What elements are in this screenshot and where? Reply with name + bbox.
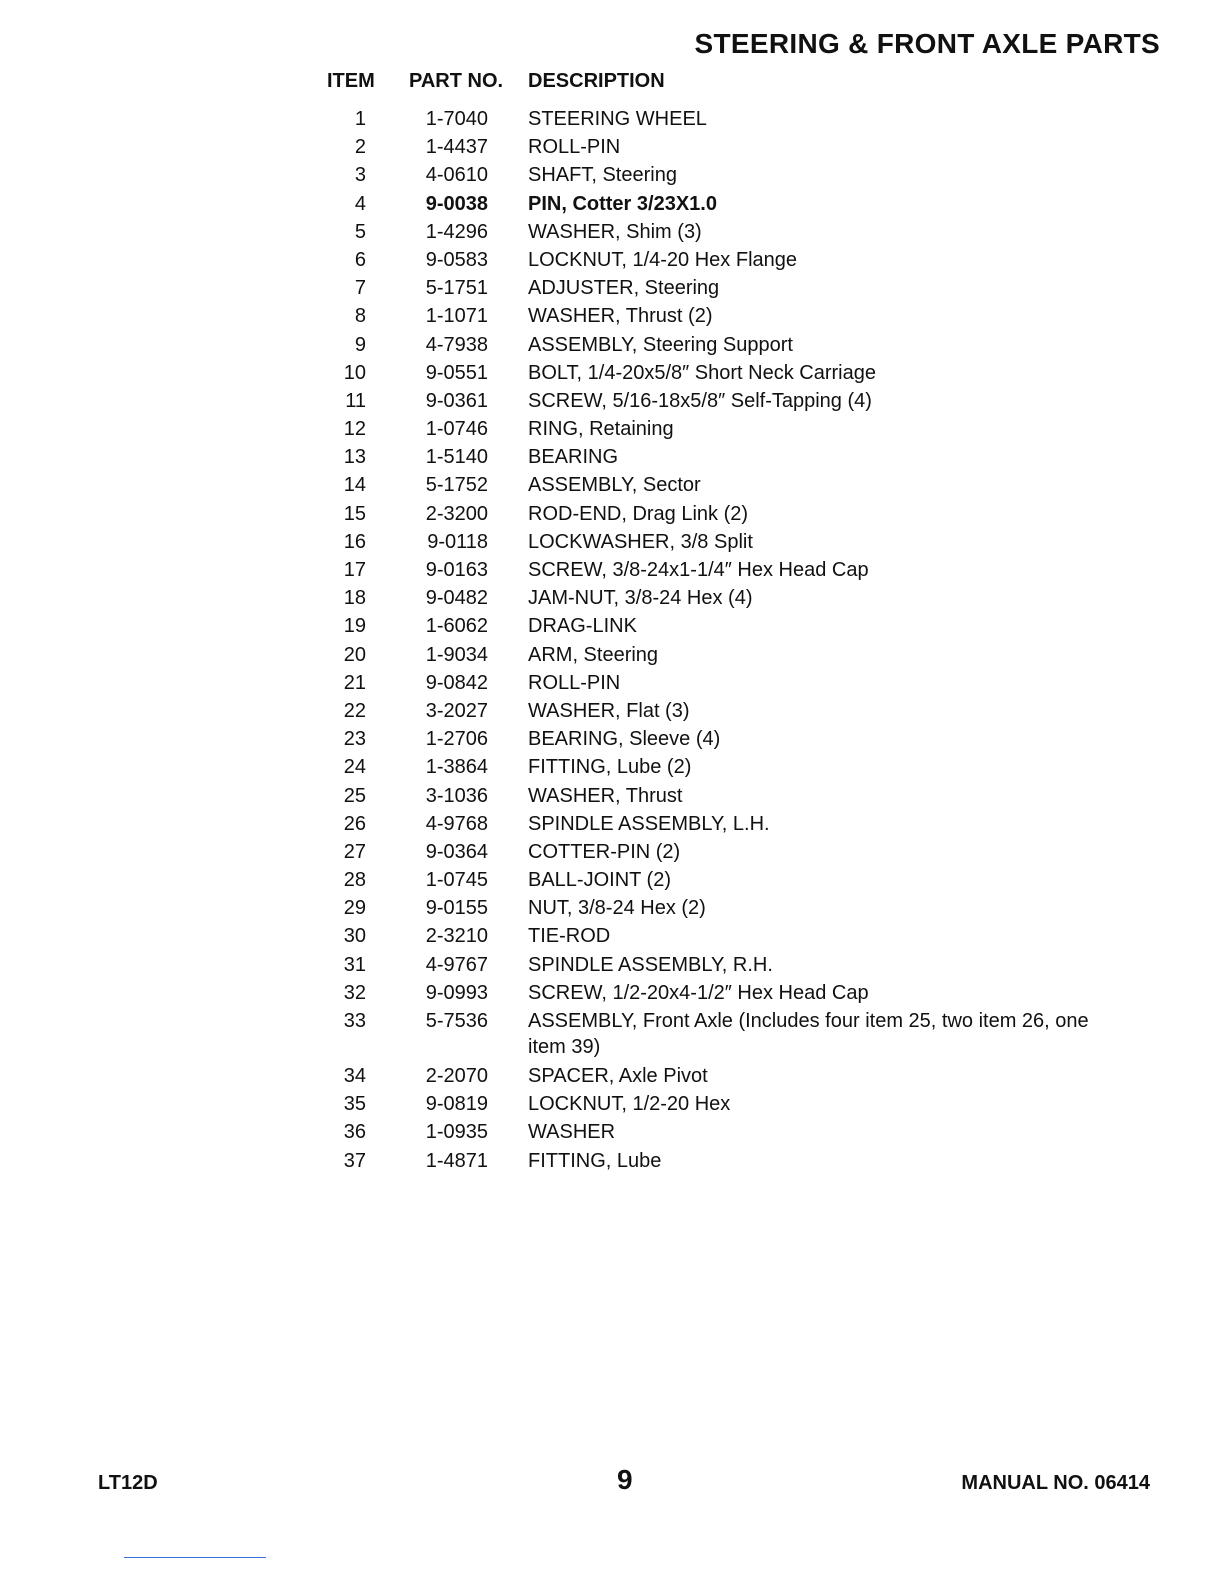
scan-divider-line [124, 1557, 266, 1558]
column-header-part-no: PART NO. [409, 70, 504, 92]
table-row [0, 133, 1224, 161]
item-number: 32 [343, 981, 366, 1004]
item-number: 22 [343, 699, 366, 722]
item-number: 37 [343, 1149, 366, 1172]
part-number: 1-0746 [425, 418, 488, 441]
part-description: ROD-END, Drag Link (2) [528, 502, 749, 525]
item-number: 34 [343, 1065, 366, 1087]
table-row [0, 951, 1224, 979]
footer-model: LT12D [98, 1472, 158, 1494]
part-description: WASHER, Shim (3) [528, 220, 702, 243]
item-number: 31 [343, 953, 366, 976]
item-number: 25 [343, 784, 366, 807]
part-description: LOCKNUT, 1/4-20 Hex Flange [528, 248, 798, 271]
part-description: ARM, Steering [528, 643, 659, 666]
part-number: 1-0935 [425, 1121, 488, 1144]
part-description: FITTING, Lube [528, 1149, 662, 1172]
part-number: 1-9034 [425, 643, 488, 666]
item-number: 1 [354, 108, 366, 130]
table-row [0, 246, 1224, 274]
table-row [0, 1147, 1224, 1175]
part-description: PIN, Cotter 3/23X1.0 [528, 192, 717, 215]
part-description: LOCKWASHER, 3/8 Split [528, 530, 753, 553]
item-number: 12 [343, 418, 366, 441]
part-number: 5-1752 [425, 474, 488, 497]
item-number: 11 [345, 389, 366, 412]
table-row [0, 443, 1224, 471]
part-number: 9-0583 [425, 248, 488, 271]
table-row [0, 1118, 1224, 1146]
part-number: 5-7536 [425, 1010, 488, 1032]
item-number: 8 [354, 305, 366, 328]
part-number: 1-4296 [425, 220, 488, 243]
table-row [0, 218, 1224, 246]
table-row [0, 838, 1224, 866]
part-description: RING, Retaining [528, 418, 674, 441]
part-number: 3-2027 [425, 699, 488, 722]
table-row [0, 697, 1224, 725]
part-number: 1-0745 [425, 869, 488, 892]
table-row [0, 105, 1224, 133]
table-row [0, 274, 1224, 302]
table-row [0, 894, 1224, 922]
table-row [0, 1062, 1224, 1090]
part-description: BOLT, 1/4-20x5/8″ Short Neck Carriage [528, 361, 876, 384]
part-description: STEERING WHEEL [528, 108, 707, 130]
part-description: SCREW, 3/8-24x1-1/4″ Hex Head Cap [528, 559, 869, 581]
part-description: SCREW, 1/2-20x4-1/2″ Hex Head Cap [528, 981, 869, 1004]
table-row [0, 725, 1224, 753]
part-number: 9-0993 [425, 981, 488, 1004]
part-description: SHAFT, Steering [528, 164, 677, 187]
part-description: ASSEMBLY, Steering Support [528, 333, 793, 356]
part-number: 9-0819 [425, 1093, 488, 1116]
part-description: JAM-NUT, 3/8-24 Hex (4) [528, 587, 753, 610]
table-row [0, 471, 1224, 499]
part-number: 4-9767 [425, 953, 488, 976]
table-row [0, 866, 1224, 894]
part-description: ADJUSTER, Steering [528, 277, 720, 300]
item-number: 6 [354, 248, 366, 271]
part-description: WASHER, Thrust [528, 784, 683, 807]
part-description: FITTING, Lube (2) [528, 756, 692, 779]
part-description: TIE-ROD [528, 925, 611, 948]
table-row [0, 612, 1224, 640]
part-number: 2-3210 [425, 925, 488, 948]
part-description: BEARING [528, 446, 619, 469]
table-row [0, 810, 1224, 838]
item-number: 19 [343, 615, 366, 638]
item-number: 24 [343, 756, 366, 779]
table-row [0, 584, 1224, 612]
item-number: 20 [343, 643, 366, 666]
table-row [0, 302, 1224, 330]
table-row [0, 979, 1224, 1007]
page-title: STEERING & FRONT AXLE PARTS [694, 28, 1160, 59]
item-number: 9 [354, 333, 366, 356]
part-number: 4-9768 [425, 812, 488, 835]
item-number: 5 [354, 220, 366, 243]
item-number: 4 [354, 192, 366, 215]
table-row [0, 331, 1224, 359]
part-description: WASHER, Thrust (2) [528, 305, 713, 328]
part-description: ASSEMBLY, Front Axle (Includes four item 25, two item 26, one item 39) [528, 1010, 1089, 1058]
part-number: 4-0610 [425, 164, 488, 187]
table-row [0, 1007, 1224, 1062]
item-number: 3 [354, 164, 366, 187]
item-number: 21 [343, 671, 366, 694]
parts-list [0, 105, 1224, 1175]
part-number: 1-1071 [425, 305, 488, 328]
table-row [0, 161, 1224, 189]
part-number: 2-2070 [425, 1065, 488, 1087]
item-number: 30 [343, 925, 366, 948]
table-row [0, 387, 1224, 415]
part-number: 1-4871 [425, 1149, 488, 1172]
item-number: 28 [343, 869, 366, 892]
part-description: BALL-JOINT (2) [528, 869, 671, 892]
part-number: 3-1036 [425, 784, 488, 807]
table-row [0, 669, 1224, 697]
table-row [0, 782, 1224, 810]
part-description: SCREW, 5/16-18x5/8″ Self-Tapping (4) [528, 389, 872, 412]
part-description: SPACER, Axle Pivot [528, 1065, 708, 1087]
item-number: 29 [343, 897, 366, 920]
part-number: 1-4437 [425, 136, 488, 159]
part-description: NUT, 3/8-24 Hex (2) [528, 897, 706, 920]
table-row [0, 556, 1224, 584]
item-number: 35 [343, 1093, 366, 1116]
item-number: 17 [343, 559, 366, 581]
part-number: 1-5140 [425, 446, 488, 469]
part-description: DRAG-LINK [528, 615, 637, 638]
item-number: 13 [343, 446, 366, 469]
part-description: COTTER-PIN (2) [528, 840, 681, 863]
table-row [0, 415, 1224, 443]
part-description: ROLL-PIN [528, 671, 621, 694]
table-row [0, 528, 1224, 556]
item-number: 7 [354, 277, 366, 300]
part-number: 1-3864 [425, 756, 488, 779]
table-row [0, 190, 1224, 218]
part-number: 9-0482 [425, 587, 488, 610]
table-row [0, 359, 1224, 387]
item-number: 27 [343, 840, 366, 863]
part-number: 4-7938 [425, 333, 488, 356]
part-number: 9-0038 [425, 192, 488, 215]
part-description: LOCKNUT, 1/2-20 Hex [528, 1093, 731, 1116]
part-number: 9-0155 [425, 897, 488, 920]
part-description: WASHER [528, 1121, 616, 1144]
footer-manual-number: MANUAL NO. 06414 [961, 1472, 1150, 1494]
item-number: 23 [343, 728, 366, 751]
part-number: 1-6062 [425, 615, 488, 638]
part-description: SPINDLE ASSEMBLY, R.H. [528, 953, 773, 976]
item-number: 14 [343, 474, 366, 497]
part-number: 9-0163 [425, 559, 488, 581]
part-number: 9-0364 [425, 840, 488, 863]
part-number: 9-0361 [425, 389, 488, 412]
item-number: 10 [343, 361, 366, 384]
table-row [0, 500, 1224, 528]
page-number: 9 [617, 1464, 633, 1495]
column-header-description: DESCRIPTION [528, 70, 665, 92]
part-number: 1-2706 [425, 728, 488, 751]
part-number: 9-0118 [427, 530, 488, 553]
part-number: 9-0551 [425, 361, 488, 384]
part-description: WASHER, Flat (3) [528, 699, 690, 722]
item-number: 33 [343, 1010, 366, 1032]
table-row [0, 1090, 1224, 1118]
table-row [0, 753, 1224, 781]
part-number: 2-3200 [425, 502, 488, 525]
part-number: 5-1751 [425, 277, 488, 300]
table-row [0, 922, 1224, 950]
column-header-item: ITEM [327, 70, 375, 92]
part-description: ASSEMBLY, Sector [528, 474, 701, 497]
item-number: 16 [343, 530, 366, 553]
part-number: 9-0842 [425, 671, 488, 694]
part-number: 1-7040 [425, 108, 488, 130]
part-description: ROLL-PIN [528, 136, 621, 159]
item-number: 2 [354, 136, 366, 159]
item-number: 26 [343, 812, 366, 835]
item-number: 36 [343, 1121, 366, 1144]
part-description: SPINDLE ASSEMBLY, L.H. [528, 812, 770, 835]
item-number: 18 [343, 587, 366, 610]
item-number: 15 [343, 502, 366, 525]
table-row [0, 641, 1224, 669]
part-description: BEARING, Sleeve (4) [528, 728, 721, 751]
